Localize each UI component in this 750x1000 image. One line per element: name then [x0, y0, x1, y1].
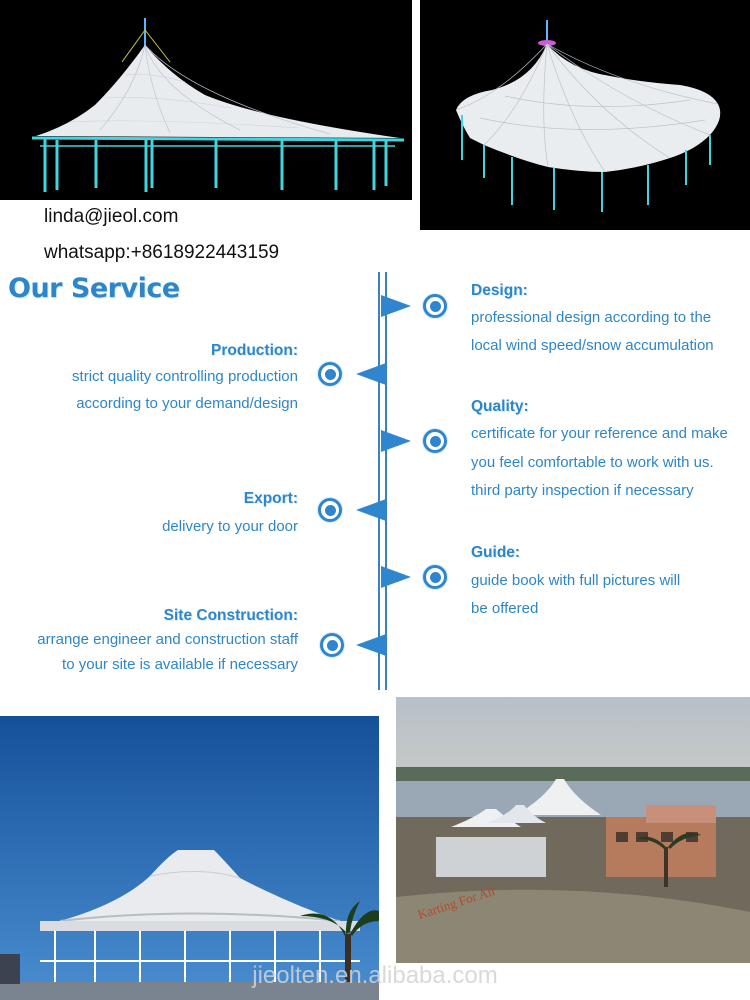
service-guide-line: guide book with full pictures will — [471, 572, 681, 589]
timeline-node-site-construction — [320, 633, 344, 657]
service-quality-title: Quality: — [471, 398, 529, 415]
service-quality-line: certificate for your reference and make — [471, 425, 728, 442]
watermark: jieolten.en.alibaba.com — [252, 962, 498, 989]
service-design-line: professional design according to the — [471, 309, 712, 326]
timeline-pointer-export — [356, 499, 386, 521]
timeline-pointer-production — [356, 363, 386, 385]
service-export-title: Export: — [243, 490, 298, 507]
timeline-line — [378, 272, 380, 690]
timeline-node-production — [318, 362, 342, 386]
timeline-pointer-site-construction — [356, 634, 386, 656]
service-design-line: local wind speed/snow accumulation — [471, 337, 714, 354]
service-production-title: Production: — [211, 342, 298, 359]
service-guide-title: Guide: — [471, 544, 521, 561]
timeline-pointer-quality — [381, 430, 411, 452]
contact-email: linda@jieol.com — [44, 206, 179, 227]
service-production-line: strict quality controlling production — [72, 368, 298, 385]
karting-sign-text: Karting For All — [415, 882, 497, 922]
timeline-pointer-guide — [381, 566, 411, 588]
service-site-construction-line: to your site is available if necessary — [62, 656, 298, 673]
service-heading: Our Service — [8, 273, 180, 304]
photo-karting-site — [396, 697, 750, 963]
service-site-construction-line: arrange engineer and construction staff — [37, 631, 298, 648]
service-guide-line: be offered — [471, 600, 539, 617]
timeline-node-quality — [423, 429, 447, 453]
tent-render-peaked — [0, 0, 412, 200]
timeline-node-guide — [423, 565, 447, 589]
service-export-line: delivery to your door — [162, 518, 298, 535]
service-production-line: according to your demand/design — [76, 395, 298, 412]
timeline-node-export — [318, 498, 342, 522]
service-site-construction-title: Site Construction: — [163, 607, 298, 624]
service-quality-line: third party inspection if necessary — [471, 482, 694, 499]
photo-tent-blue-sky — [0, 716, 379, 1000]
timeline-node-design — [423, 294, 447, 318]
timeline-pointer-design — [381, 295, 411, 317]
timeline-line — [385, 272, 387, 690]
service-quality-line: you feel comfortable to work with us. — [471, 454, 714, 471]
contact-whatsapp: whatsapp:+8618922443159 — [44, 242, 280, 263]
service-design-title: Design: — [471, 282, 528, 299]
tent-render-cone — [420, 0, 750, 230]
